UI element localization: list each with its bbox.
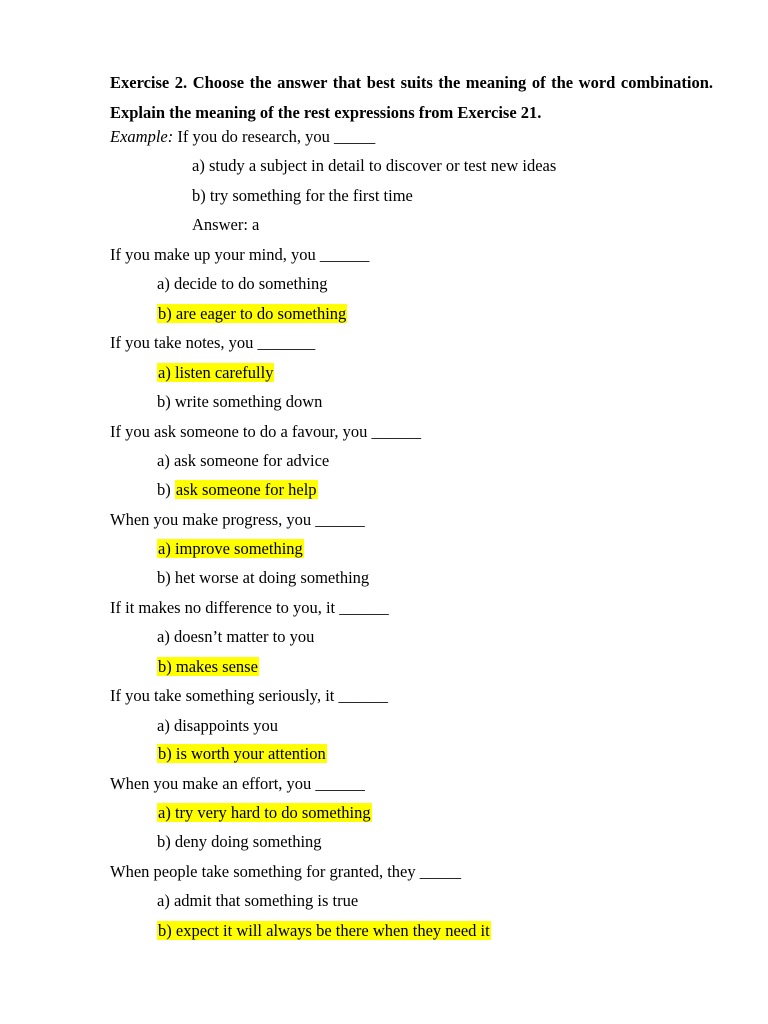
question-option-b: b) write something down [157,392,323,411]
question-stem: If you ask someone to do a favour, you ______ [110,422,421,441]
question-stem: If you make up your mind, you ______ [110,245,370,264]
highlighted-answer: a) improve something [158,539,303,558]
question-option-b [157,302,347,326]
highlighted-answer: b) is worth your attention [158,744,326,763]
question-option-a [157,801,372,825]
example-answer: Answer: a [192,215,260,234]
question-option-a: a) disappoints you [157,716,278,735]
highlighted-answer: a) listen carefully [158,363,274,382]
heading-line-1: Exercise 2. Choose the answer that best suits the meaning of the word [110,73,616,92]
question-stem: When people take something for granted, they _____ [110,862,461,881]
question-option-b [157,742,327,766]
question-stem: When you make an effort, you ______ [110,774,365,793]
example-option-a: a) study a subject in detail to discover or test new ideas [192,156,557,175]
question-stem: If you take something seriously, it ______ [110,686,389,705]
highlighted-answer: ask someone for help [175,480,317,499]
question-stem: When you make progress, you ______ [110,510,365,529]
question-option-a: a) admit that something is true [157,891,359,910]
example-stem [110,125,375,149]
question-option-b: b) het worse at doing something [157,568,370,587]
question-option-b [157,655,259,679]
question-option-a: a) ask someone for advice [157,451,330,470]
exercise-heading [110,68,713,127]
question-stem: If it makes no difference to you, it ______ [110,598,389,617]
highlighted-answer: b) are eager to do something [158,304,347,323]
question-stem: If you take notes, you _______ [110,333,316,352]
highlighted-answer: b) expect it will always be there when they need it [158,921,490,940]
question-option-b: b) deny doing something [157,832,322,851]
question-option-b [157,919,491,943]
highlighted-answer: b) makes sense [158,657,258,676]
question-option-a [157,361,274,385]
question-option-a: a) doesn’t matter to you [157,627,315,646]
heading-line-2: combination. Explain the meaning of the rest expressions from Exercise 21. [110,73,714,122]
highlighted-answer: a) try very hard to do something [158,803,371,822]
example-label: Example: [110,127,174,146]
option-prefix: b) [157,480,175,499]
question-option-a [157,537,304,561]
example-stem-text: If you do research, you _____ [173,127,376,146]
question-option-a: a) decide to do something [157,274,328,293]
example-option-b: b) try something for the first time [192,186,413,205]
question-option-b [157,478,318,502]
